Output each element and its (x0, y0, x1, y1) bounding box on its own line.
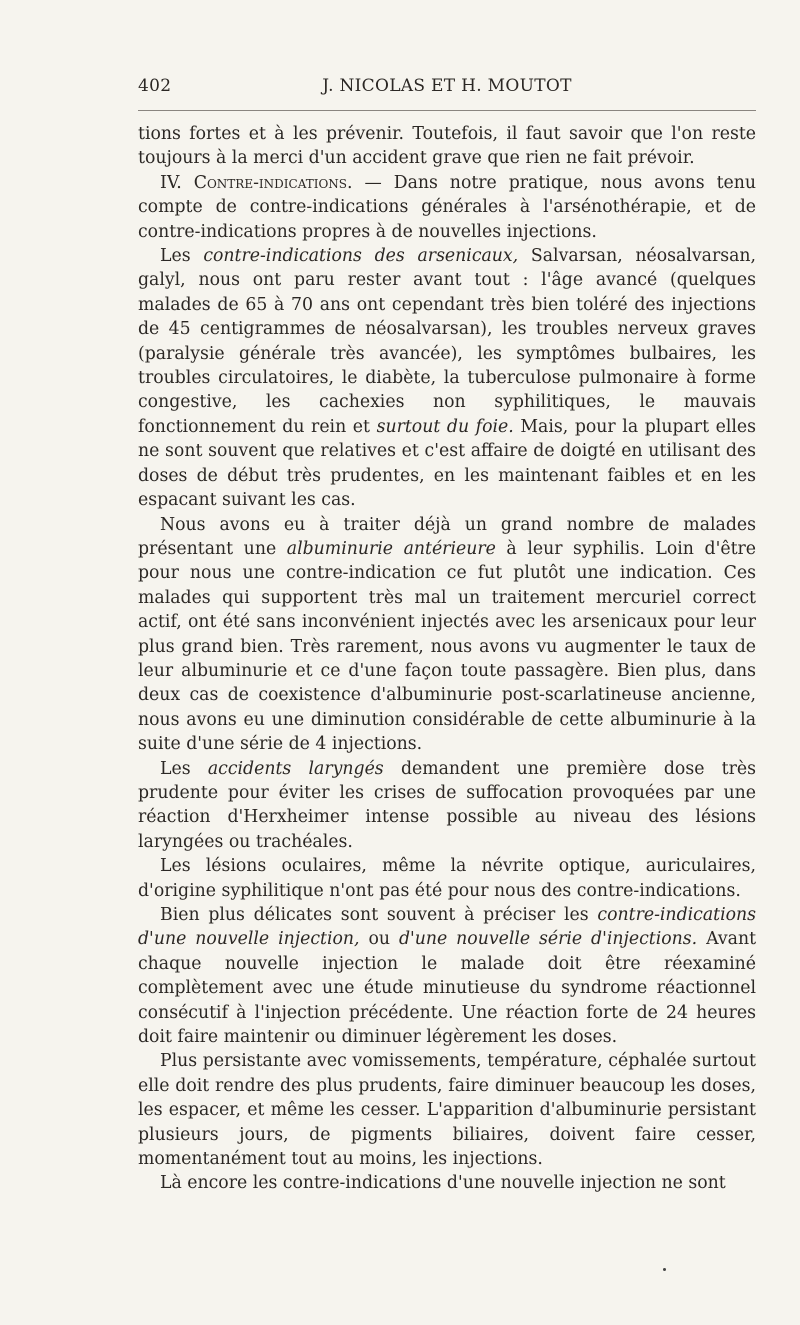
paragraph-4: Nous avons eu à traiter déjà un grand nombre de malades présentant une albuminurie antérieure à leur syphilis. Loin d'être pour nous une contre-indication ce fut plutôt une indication. Ces malades qui supportent très mal un traitement mercuriel correct actif, ont été sans inconvénient injectés avec les arsenicaux pour leur plus grand bien. Très rarement, nous avons vu augmenter le taux de leur albuminurie et ce d'une façon toute passagère. Bien plus, dans deux cas de coexistence d'albuminurie post-scarlatineuse ancienne, nous avons eu une diminution considérable de cette albuminurie à la suite d'une série de 4 injections. (138, 514, 757, 755)
paragraph-5: Les accidents laryngés demandent une première dose très prudente pour éviter les crises de suffocation provoquées par une réaction d'Herxheimer intense possible au niveau des lésions laryngées ou trachéales. (138, 758, 756, 852)
running-title: J. NICOLAS ET H. MOUTOT (322, 76, 572, 96)
paragraph-1: tions fortes et à les prévenir. Toutefois, il faut savoir que l'on reste toujours à la merci d'un accident grave que rien ne fait prévoir. (138, 124, 756, 169)
paragraph-6: Les lésions oculaires, même la névrite optique, auriculaires, d'origine syphilitique n'ont pas été pour nous des contre-indications. (138, 856, 756, 901)
body-text (138, 122, 756, 1196)
paragraph-9: Là encore les contre-indications d'une nouvelle injection ne sont (160, 1173, 726, 1194)
paragraph-3: Les contre-indications des arsenicaux, Salvarsan, néosalvarsan, galyl, nous ont paru rester avant tout : l'âge avancé (quelques malades de 65 à 70 ans ont cependant très bien toléré des injections de 45 centigrammes de néosalvarsan), les troubles nerveux graves (paralysie générale très avancée), les symptômes bulbaires, les troubles circulatoires, le diabète, la tuberculose pulmonaire à forme congestive, les cachexies non syphilitiques, le mauvais fonctionnement du rein et surtout du foie. Mais, pour la plupart elles ne sont souvent que relatives et c'est affaire de doigté en utilisant des doses de début très prudentes, en les maintenant faibles et en les espacant suivant les cas. (138, 246, 756, 511)
emphasis-nouvelle-serie: d'une nouvelle série d'injections. (398, 929, 698, 950)
paragraph-2-section-heading: IV. Contre-indications. — Dans notre pratique, nous avons tenu compte de contre-indications générales à l'arsénothérapie, et de contre-indications propres à de nouvelles injections. (138, 172, 756, 242)
section-number: IV. (160, 172, 182, 193)
page-header (138, 76, 756, 102)
paragraph-7: Bien plus délicates sont souvent à préciser les contre-indications d'une nouvelle injection, ou d'une nouvelle série d'injections. Avant chaque nouvelle injection le malade doit être réexaminé complètement avec une étude minutieuse du syndrome réactionnel consécutif à l'injection précédente. Une réaction forte de 24 heures doit faire maintenir ou diminuer légèrement les doses. (138, 905, 757, 1048)
emphasis-foie: surtout du foie. (376, 416, 514, 437)
section-title: Contre-indications. (193, 172, 353, 193)
emphasis-arsenicaux: contre-indications des arsenicaux, (203, 246, 519, 267)
header-rule (138, 110, 756, 111)
emphasis-laryngés: accidents laryngés (207, 758, 384, 779)
emphasis-nouvelle-injection: contre-indications d'une nouvelle injection, (138, 905, 757, 950)
page-number: 402 (138, 76, 172, 96)
printing-speck (663, 1268, 666, 1271)
emphasis-albuminurie: albuminurie antérieure (286, 538, 496, 559)
paragraph-8: Plus persistante avec vomissements, température, céphalée surtout elle doit rendre des plus prudents, faire diminuer beaucoup les doses, les espacer, et même les cesser. L'apparition d'albuminurie persistant plusieurs jours, de pigments biliaires, doivent faire cesser, momentanément tout au moins, les injections. (138, 1051, 756, 1170)
